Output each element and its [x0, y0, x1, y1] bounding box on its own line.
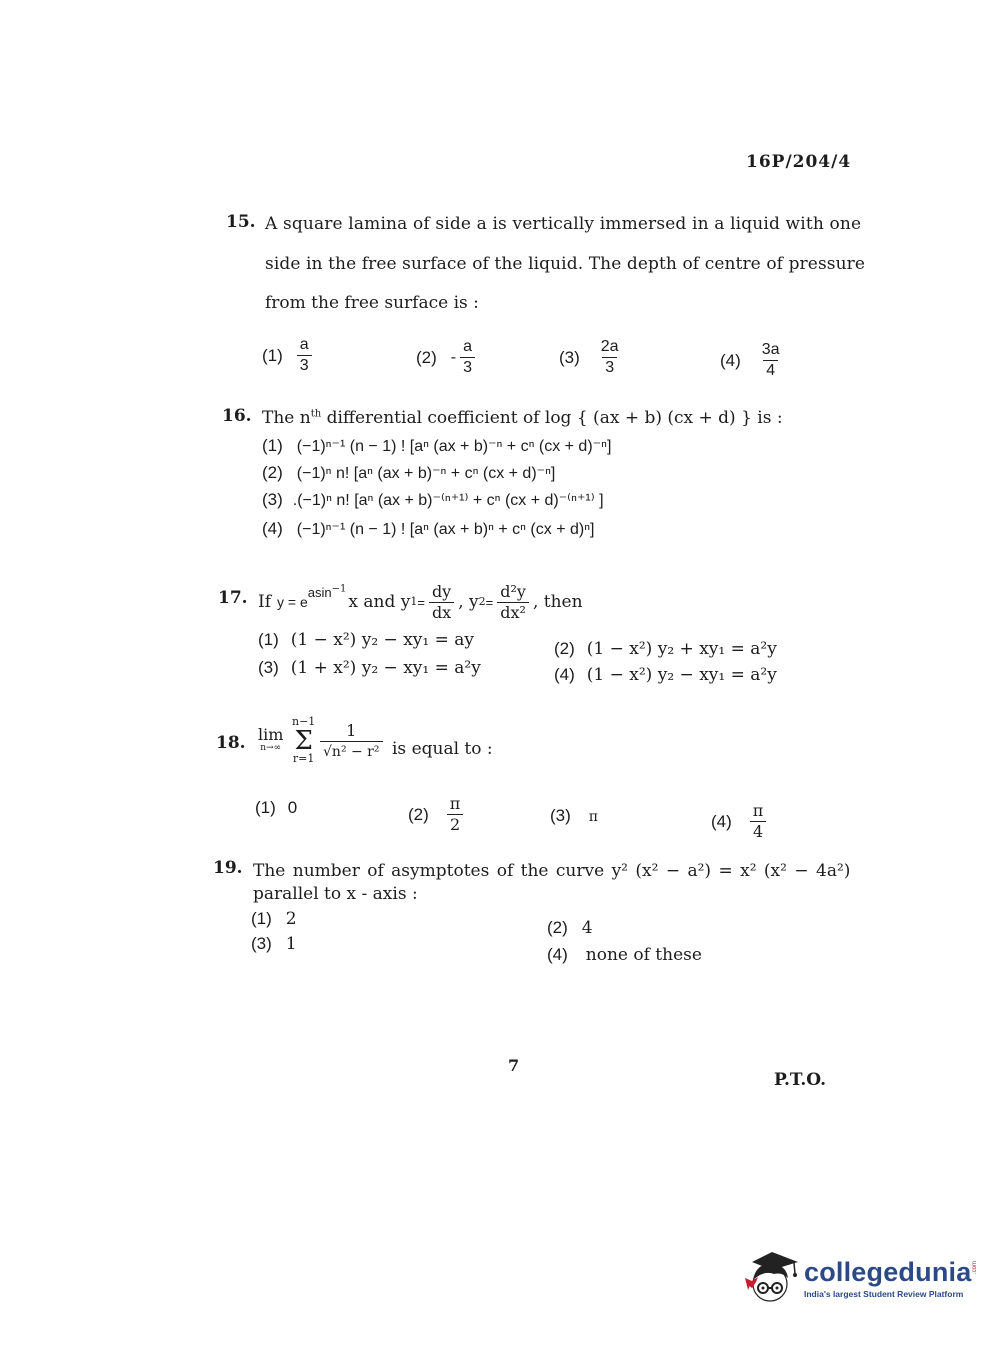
question-text-line: A square lamina of side a is vertically immersed in a liquid with one — [265, 214, 862, 234]
option-1[interactable] — [251, 909, 297, 929]
option-value: 2 — [285, 909, 297, 929]
logo-text — [804, 1257, 978, 1299]
y2-text: , y — [458, 592, 479, 612]
option-text: (−1)ⁿ⁻¹ (n − 1) ! [aⁿ (ax + b)ⁿ + cⁿ (cx + d)ⁿ] — [296, 521, 595, 538]
text-before: The n — [262, 408, 311, 428]
option-text: (1 − x²) y₂ + xy₁ = a²y — [586, 639, 777, 659]
option-label: (3) — [258, 658, 279, 677]
limit — [258, 727, 283, 753]
option-label: (1) — [255, 798, 276, 817]
option-label: (2) — [554, 639, 575, 658]
option-4[interactable] — [720, 341, 787, 380]
brand-row — [804, 1257, 978, 1287]
option-label: (2) — [547, 918, 568, 937]
exponent — [308, 585, 347, 601]
fraction — [297, 336, 312, 375]
option-value: 0 — [287, 798, 298, 817]
then-word: , then — [532, 592, 583, 612]
fraction — [759, 341, 783, 380]
sum-lower: r=1 — [292, 752, 315, 765]
option-2[interactable] — [416, 338, 479, 377]
option-1[interactable] — [255, 798, 297, 818]
equals: = — [417, 594, 425, 610]
question-text-line: The number of asymptotes of the curve y² (x² − a²) = x² (x² − 4a²) — [253, 861, 851, 881]
question-text: If y = e asin$^{-1}$ x and y 1 = $\frac{dy}{dx}$ , y 2 = $\frac{\text{d²y}}{\text{dx²}}$ , then — [258, 581, 583, 622]
option-2[interactable] — [408, 795, 467, 834]
fraction — [460, 338, 475, 377]
option-text: (1 + x²) y₂ − xy₁ = a²y — [290, 658, 481, 678]
mascot-icon — [742, 1248, 800, 1308]
option-1[interactable] — [262, 336, 316, 375]
fraction — [750, 802, 767, 841]
exponent-text: asin — [307, 585, 332, 600]
option-label: (4) — [547, 945, 568, 964]
option-label: (3) — [559, 347, 580, 367]
option-3[interactable] — [258, 658, 481, 678]
option-label: (4) — [711, 811, 732, 831]
numerator: 2a — [600, 338, 619, 355]
superscript: th — [310, 408, 322, 420]
option-label: (2) — [408, 804, 429, 824]
option-text: (−1)ⁿ n! [aⁿ (ax + b)⁻ⁿ + cⁿ (cx + d)⁻ⁿ] — [296, 465, 556, 482]
fraction-d2y-dx2 — [497, 583, 529, 622]
numerator: a — [299, 336, 309, 353]
question-text-line: from the free surface is : — [265, 293, 479, 313]
option-value: none of these — [585, 945, 702, 965]
denominator: dx² — [497, 602, 529, 622]
option-label: (2) — [416, 347, 437, 367]
option-4[interactable] — [262, 519, 595, 539]
question-text-line: parallel to x - axis : — [253, 884, 418, 904]
option-label: (1) — [258, 630, 279, 649]
option-4[interactable] — [554, 665, 777, 685]
denominator: 3 — [460, 357, 475, 377]
question-number: 19. — [213, 858, 243, 878]
option-text: (1 − x²) y₂ − xy₁ = ay — [290, 630, 474, 650]
option-label: (4) — [262, 519, 283, 538]
fraction-dy-dx — [429, 583, 454, 622]
denominator: 4 — [763, 360, 778, 380]
page-number: 7 — [508, 1056, 520, 1075]
minus-sign: - — [450, 348, 457, 366]
numerator: π — [752, 801, 764, 820]
option-label: (3) — [550, 806, 571, 825]
fraction — [598, 338, 622, 377]
denominator: √n² − r² — [320, 741, 383, 761]
question-text: is equal to : — [392, 739, 493, 759]
y-equals: y = e — [277, 594, 308, 610]
option-text: (−1)ⁿ⁻¹ (n − 1) ! [aⁿ (ax + b)⁻ⁿ + cⁿ (cx + d)⁻ⁿ] — [296, 438, 612, 455]
brand-name: collegedunia — [804, 1257, 972, 1287]
option-label: (1) — [262, 436, 283, 455]
collegedunia-watermark — [742, 1248, 978, 1308]
option-label: (2) — [262, 463, 283, 482]
text-after: differential coefficient of log { (ax + b) (cx + d) } is : — [321, 408, 783, 428]
brand-tagline: India's largest Student Review Platform — [804, 1289, 964, 1299]
pto-label: P.T.O. — [774, 1070, 826, 1090]
denominator: 3 — [602, 357, 617, 377]
numerator: 3a — [761, 341, 780, 358]
option-2[interactable] — [554, 639, 777, 659]
option-4[interactable] — [547, 945, 702, 965]
option-text: (1 − x²) y₂ − xy₁ = a²y — [586, 665, 777, 685]
fraction — [316, 722, 387, 761]
option-value: 1 — [285, 934, 297, 954]
question-text-line: side in the free surface of the liquid. The depth of centre of pressure — [265, 254, 866, 274]
option-text: .(−1)ⁿ n! [aⁿ (ax + b)⁻⁽ⁿ⁺¹⁾ + cⁿ (cx + d)⁻⁽ⁿ⁺¹⁾ ] — [292, 492, 604, 509]
option-2[interactable] — [262, 463, 555, 483]
x-and-y: x and y — [348, 592, 411, 612]
brand-mark: .com — [972, 1261, 979, 1275]
option-3[interactable] — [550, 806, 598, 826]
sigma-symbol: Σ — [294, 726, 313, 756]
option-label: (1) — [262, 345, 283, 365]
option-1[interactable] — [262, 436, 611, 456]
lim-subscript: n→∞ — [260, 743, 282, 753]
question-text — [262, 408, 783, 428]
option-1[interactable] — [258, 630, 474, 650]
denominator: dx — [429, 602, 454, 622]
question-number: 18. — [216, 733, 246, 753]
option-value: π — [588, 809, 598, 825]
option-4[interactable] — [711, 802, 770, 841]
option-3[interactable] — [559, 338, 626, 377]
fraction-body — [320, 722, 383, 761]
denominator: 2 — [447, 814, 463, 834]
numerator: dy — [431, 581, 452, 601]
equals: = — [485, 594, 494, 610]
lim-word: lim — [258, 725, 284, 744]
fraction — [447, 795, 464, 834]
denominator: 3 — [297, 355, 312, 375]
exponent-sup: −1 — [331, 583, 347, 595]
sum-upper: n−1 — [292, 715, 316, 728]
option-label: (4) — [554, 665, 575, 684]
numerator: d²y — [500, 581, 526, 601]
option-3[interactable] — [251, 934, 297, 954]
option-label: (3) — [251, 934, 272, 953]
question-number: 16. — [222, 406, 252, 426]
option-value: 4 — [581, 918, 593, 938]
summation — [292, 716, 315, 764]
option-label: (1) — [251, 909, 272, 928]
question-number: 17. — [218, 588, 248, 608]
paper-code: 16P/204/4 — [746, 152, 852, 172]
numerator: a — [463, 338, 473, 355]
option-label: (4) — [720, 350, 741, 370]
option-2[interactable] — [547, 918, 593, 938]
if-word: If — [258, 592, 272, 612]
numerator: π — [449, 794, 461, 813]
question-number: 15. — [226, 212, 256, 232]
option-3[interactable] — [262, 490, 604, 510]
option-label: (3) — [262, 490, 283, 509]
numerator: 1 — [346, 721, 357, 740]
denominator: 4 — [750, 821, 766, 841]
